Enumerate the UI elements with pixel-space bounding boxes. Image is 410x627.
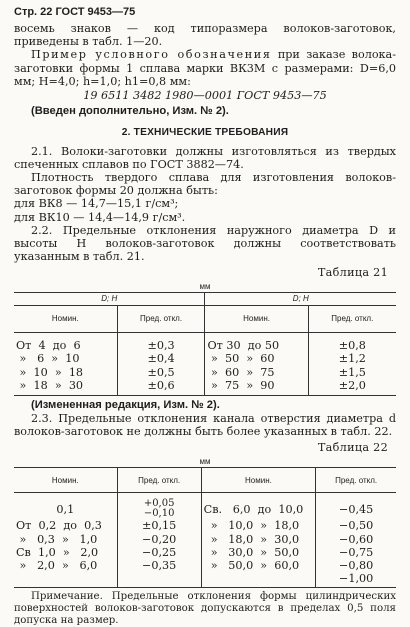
table-row (14, 533, 396, 546)
page-header: Стр. 22 ГОСТ 9453—75 (14, 6, 136, 18)
t22-dev1-r2: −0,20 (117, 533, 201, 546)
paragraph-2-2: 2.2. Предельные отклонения наружного диаметра D и высоты H волоков-заготовок должны соответствовать указанным в табл. 21. (14, 223, 396, 264)
amendment-note-1: (Введен дополнительно, Изм. № 2). (31, 105, 229, 118)
t22-nom2-r5 (201, 572, 316, 588)
table-row (14, 546, 396, 559)
t21-nom1-r3: » 18 » 30 (14, 379, 117, 396)
table-21 (14, 292, 396, 396)
t21-dev1-r0: ±0,3 (117, 333, 205, 353)
table21-group-left: D; H (14, 293, 205, 306)
table-row (14, 366, 396, 379)
t22-nom2-r3: » 30,0 » 50,0 (201, 546, 316, 559)
section-title: 2. ТЕХНИЧЕСКИЕ ТРЕБОВАНИЯ (121, 126, 289, 138)
t22-dev2-r3: −0,75 (316, 546, 396, 559)
t21-nom2-r3: » 75 » 90 (205, 379, 308, 396)
table22-col-nom-2: Номин. (201, 468, 316, 493)
t21-nom2-r0: От 30 до 50 (207, 339, 280, 353)
table-row (14, 559, 396, 572)
table22-caption: Таблица 22 (317, 440, 388, 454)
t22-nom2-r1: » 10,0 » 18,0 (201, 519, 316, 532)
example-rest: при заказе волока-заготовки формы 1 сплава марки ВК3М с размерами: D=6,0 мм; H=4,0; h=1,0; h1=0,8 мм: (14, 48, 396, 88)
table21-caption: Таблица 21 (317, 265, 388, 279)
table22-col-dev-2: Пред. откл. (316, 468, 396, 493)
t22-nom2-r2: » 18,0 » 30,0 (201, 533, 316, 546)
t21-dev2-r1: ±1,2 (308, 352, 396, 365)
table21-group-right: D; H (205, 293, 396, 306)
t22-dev1-r3: −0,25 (117, 546, 201, 559)
t21-nom2-r2: » 60 » 75 (207, 365, 275, 379)
t22-nom2-r0: Св. 6,0 до 10,0 (201, 493, 316, 520)
t21-nom2-r1: » 50 » 60 (207, 352, 275, 366)
t21-dev2-r0: ±0,8 (308, 333, 396, 353)
t22-nom1-r3: Св 1,0 » 2,0 (16, 545, 99, 559)
designation-formula: 19 6511 3482 1980—0001 ГОСТ 9453—75 (83, 89, 327, 103)
t22-dev1-r1: ±0,15 (117, 519, 201, 532)
table-22 (14, 467, 396, 588)
table22-col-nom-1: Номин. (14, 468, 117, 493)
table21-col-nom-2: Номин. (205, 306, 308, 333)
document-page (14, 6, 396, 627)
t22-nom1-r4: » 2,0 » 6,0 (16, 559, 98, 572)
t22-dev1-r4: −0,35 (117, 559, 201, 572)
t22-nom1-r2: » 0,3 » 1,0 (16, 532, 98, 546)
density-vk8: для ВК8 — 14,7—15,1 г/см³; (14, 197, 179, 211)
t22-dev2-r0: −0,45 (316, 493, 396, 520)
density-vk10: для ВК10 — 14,4—14,9 г/см³. (14, 210, 186, 224)
t22-dev1-r0: +0,05 −0,10 (117, 493, 201, 520)
table21-col-nom-1: Номин. (14, 306, 117, 333)
t21-nom1-r2: » 10 » 18 (16, 365, 84, 379)
t22-nom1-r0: 0,1 (56, 502, 75, 516)
t21-dev1-r1: ±0,4 (117, 352, 205, 365)
intro-paragraph: восемь знаков — код типоразмера волоков-заготовок, приведены в табл. 1—20. (14, 21, 396, 49)
t22-nom2-r4: » 50,0 » 60,0 (201, 559, 316, 572)
t22-dev2-r4: −0,80 (316, 559, 396, 572)
table21-unit: мм (199, 281, 211, 291)
table22-note: Примечание. Предельные отклонения формы цилиндрических поверхностей волоков-заготовок допускаются в пределах 0,5 поля допуска на размер. (14, 591, 396, 626)
t22-nom1-r1: От 0,2 до 0,3 (16, 519, 102, 533)
table-row (14, 572, 396, 588)
t21-dev1-r2: ±0,5 (117, 366, 205, 379)
t21-dev1-r3: ±0,6 (117, 379, 205, 396)
table22-col-dev-1: Пред. откл. (117, 468, 201, 493)
t22-dev2-r1: −0,50 (316, 519, 396, 532)
t22-dev1-r5 (117, 572, 201, 588)
table22-unit: мм (199, 456, 211, 466)
t21-dev2-r3: ±2,0 (308, 379, 396, 396)
t22-nom1-r5 (14, 572, 117, 588)
paragraph-2-3: 2.3. Предельные отклонения канала отверстия диаметра d волоков-заготовок не должны быть более указанных в табл. 22. (14, 412, 396, 439)
table-row (14, 379, 396, 396)
table-row (14, 352, 396, 365)
t21-dev2-r2: ±1,5 (308, 366, 396, 379)
example-lead: Пример условного обозначения (31, 48, 272, 62)
t21-nom1-r1: » 6 » 10 (16, 352, 80, 366)
t22-dev2-r2: −0,60 (316, 533, 396, 546)
amendment-note-2: (Измененная редакция, Изм. № 2). (31, 399, 220, 412)
table21-col-dev-1: Пред. откл. (117, 306, 205, 333)
t21-nom1-r0: От 4 до 6 (16, 339, 81, 353)
table-row (14, 333, 396, 353)
example-paragraph (14, 48, 396, 88)
table21-col-dev-2: Пред. откл. (308, 306, 396, 333)
t22-dev2-r5: −1,00 (316, 572, 396, 588)
table-row (14, 493, 396, 520)
paragraph-2-1: 2.1. Волоки-заготовки должны изготовляться из твердых спеченных сплавов по ГОСТ 3882—74. (14, 144, 396, 171)
table-row (14, 519, 396, 532)
density-paragraph: Плотность твердого сплава для изготовления волоков-заготовок формы 20 должна быть: (14, 170, 396, 198)
